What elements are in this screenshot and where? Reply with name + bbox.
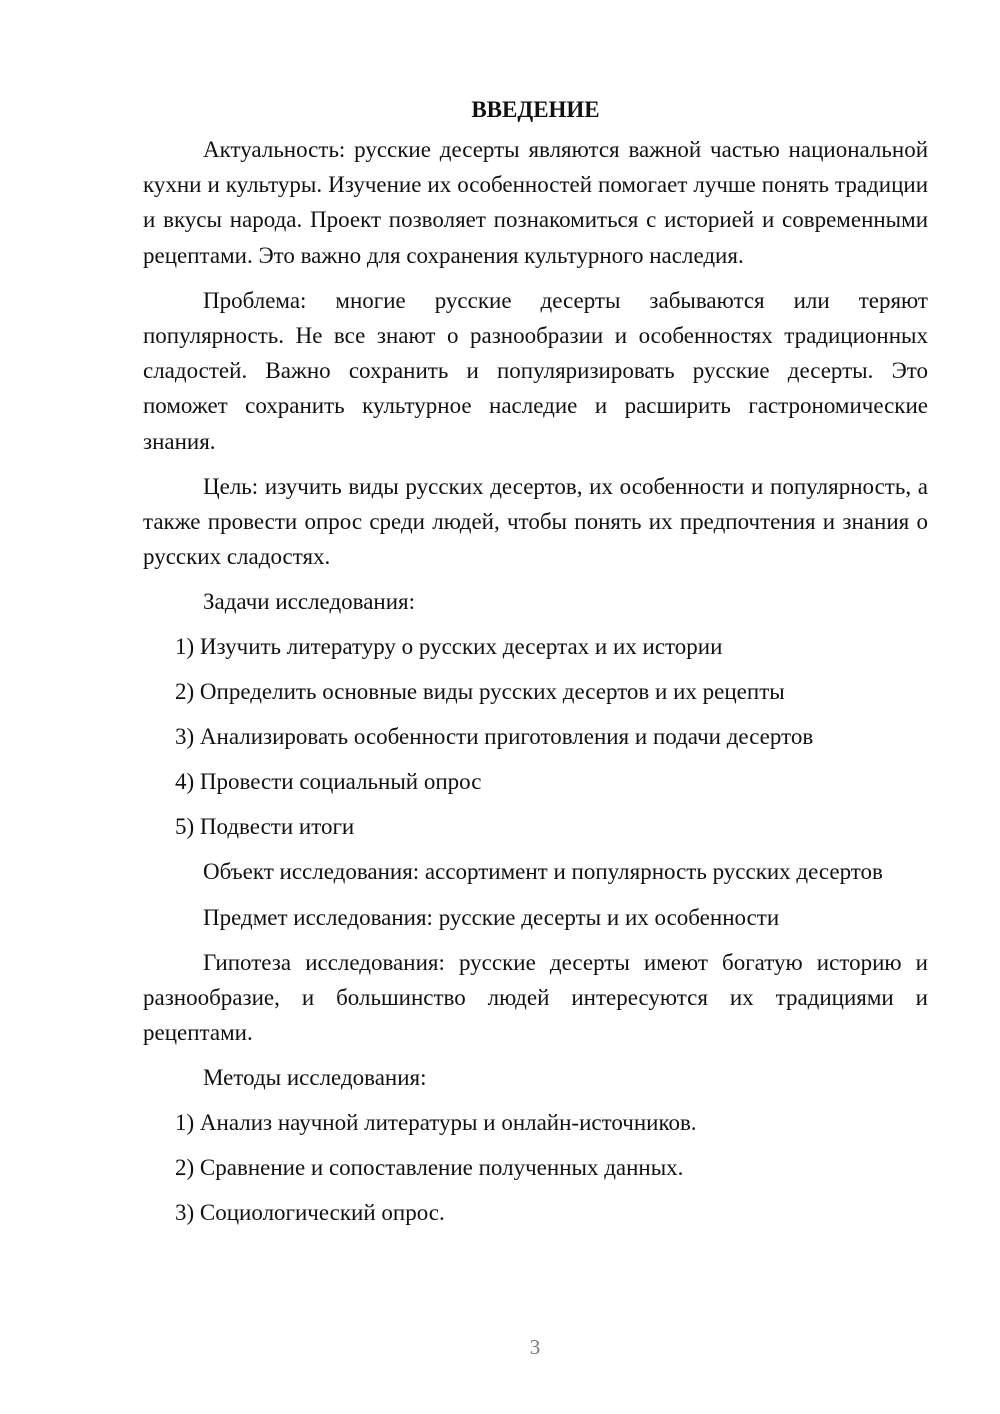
document-body [143,92,928,1240]
subject-paragraph: Предмет исследования: русские десерты и их особенности [203,904,780,930]
task-item: 1) Изучить литературу о русских десертах и их истории [175,634,723,660]
task-item: 3) Анализировать особенности приготовления и подачи десертов [175,724,814,750]
task-item: 4) Провести социальный опрос [175,769,482,795]
methods-heading: Методы исследования: [203,1065,427,1091]
task-item: 2) Определить основные виды русских десертов и их рецепты [175,679,785,705]
task-item: 5) Подвести итоги [175,814,355,840]
hypothesis-paragraph: Гипотеза исследования: русские десерты имеют богатую историю и разнообразие, и большинство людей интересуются их традициями и рецептами. [143,949,928,1046]
problem-paragraph: Проблема: многие русские десерты забываются или теряют популярность. Не все знают о разнообразии и особенностях традиционных сладостей. Важно сохранить и популяризировать русские десерты. Это поможет сохранить культурное наследие и расширить гастрономические знания. [143,287,928,454]
method-item: 3) Социологический опрос. [175,1200,445,1226]
goal-paragraph: Цель: изучить виды русских десертов, их особенности и популярность, а также провести опрос среди людей, чтобы понять их предпочтения и знания о русских сладостях. [143,473,928,570]
page-number: 3 [529,1335,541,1359]
method-item: 2) Сравнение и сопоставление полученных данных. [175,1155,684,1181]
method-item: 1) Анализ научной литературы и онлайн-источников. [175,1110,697,1136]
object-paragraph: Объект исследования: ассортимент и популярность русских десертов [203,859,883,885]
tasks-heading: Задачи исследования: [203,589,416,615]
relevance-paragraph: Актуальность: русские десерты являются важной частью национальной кухни и культуры. Изучение их особенностей помогает лучше понять традиции и вкусы народа. Проект позволяет познакомиться с историей и современными рецептами. Это важно для сохранения культурного наследия. [143,137,928,268]
page-title: ВВЕДЕНИЕ [471,97,600,122]
